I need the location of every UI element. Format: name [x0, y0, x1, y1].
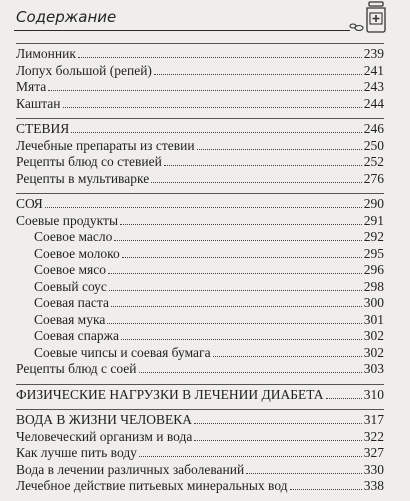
toc-entry-page: 322: [363, 428, 384, 444]
toc-entry-page: 301: [363, 311, 384, 327]
toc-entry[interactable]: [16, 138, 384, 155]
toc-entry-page: 239: [363, 46, 384, 61]
toc-entry-page: 246: [363, 121, 384, 136]
toc-entry-title: Соевые продукты: [16, 212, 119, 228]
toc-entry-page: 292: [363, 229, 384, 244]
toc-entry[interactable]: [16, 63, 384, 80]
toc-entry-page: 244: [363, 95, 384, 111]
toc-entry-title: Соевая спаржа: [34, 328, 119, 343]
page-header: [14, 0, 394, 33]
toc-entry-title: Лимонник: [16, 46, 76, 61]
toc-entry-title: Мята: [16, 79, 47, 94]
dot-leader: [121, 338, 362, 340]
toc-entry[interactable]: [16, 196, 384, 213]
toc-entry-title: Лечебные препараты из стевии: [16, 137, 195, 153]
toc-entry[interactable]: [16, 445, 384, 462]
toc-entry-page: 243: [363, 79, 384, 94]
toc-entry[interactable]: [16, 295, 384, 312]
dot-leader: [197, 148, 362, 150]
header-rule: [14, 30, 350, 31]
dot-leader: [246, 472, 362, 474]
toc-entry-title: Лечебное действие питьевых минеральных вод: [16, 478, 288, 493]
dot-leader: [78, 56, 362, 58]
dot-leader: [154, 73, 362, 75]
toc-entry-page: 250: [363, 137, 384, 153]
dot-leader: [120, 223, 362, 225]
page-title: Содержание: [16, 8, 117, 26]
toc-entry[interactable]: [16, 121, 384, 138]
toc-section: [16, 43, 384, 112]
toc-entry-page: 330: [363, 461, 384, 477]
dot-leader: [108, 272, 362, 274]
toc-entry-page: 303: [363, 361, 384, 376]
toc-entry-page: 252: [363, 154, 384, 169]
dot-leader: [111, 305, 362, 307]
toc-entry[interactable]: [16, 361, 384, 378]
toc-entry-page: 298: [363, 278, 384, 294]
toc-entry-page: 290: [363, 196, 384, 211]
toc-entry[interactable]: [16, 171, 384, 188]
dot-leader: [139, 455, 362, 457]
toc-entry[interactable]: [16, 213, 384, 230]
toc-entry-title: Соевый соус: [34, 278, 107, 294]
toc-entry-title: ФИЗИЧЕСКИЕ НАГРУЗКИ В ЛЕЧЕНИИ ДИАБЕТА: [16, 386, 324, 402]
toc-entry[interactable]: [16, 96, 384, 113]
toc-entry-title: Соевая паста: [34, 295, 109, 310]
toc-entry[interactable]: [16, 279, 384, 296]
toc-entry-page: 296: [363, 262, 384, 277]
dot-leader: [114, 239, 361, 241]
toc-section: [16, 384, 384, 404]
toc-entry-page: 317: [363, 412, 384, 427]
toc-entry-title: Рецепты блюд со стевией: [16, 154, 162, 169]
toc-entry[interactable]: [16, 262, 384, 279]
dot-leader: [164, 164, 362, 166]
toc-entry[interactable]: [16, 46, 384, 63]
toc-entry-title: Соевое мясо: [34, 262, 106, 277]
toc-entry[interactable]: [16, 412, 384, 429]
toc-entry-title: СОЯ: [16, 196, 43, 211]
toc-entry[interactable]: [16, 478, 384, 495]
toc-entry[interactable]: [16, 462, 384, 479]
toc-entry-title: Рецепты блюд с соей: [16, 361, 137, 376]
toc-section: [16, 409, 384, 495]
toc-entry[interactable]: [16, 429, 384, 446]
dot-leader: [45, 206, 362, 208]
dot-leader: [71, 131, 361, 133]
table-of-contents: [16, 43, 384, 501]
dot-leader: [290, 488, 362, 490]
toc-section: [16, 118, 384, 187]
medicine-bottle-icon: [349, 1, 395, 33]
toc-entry-title: СТЕВИЯ: [16, 121, 70, 136]
dot-leader: [326, 397, 362, 399]
dot-leader: [63, 106, 362, 108]
dot-leader: [213, 355, 362, 357]
toc-entry[interactable]: [16, 345, 384, 362]
dot-leader: [48, 89, 361, 91]
toc-section: [16, 193, 384, 378]
toc-entry-title: Соевые чипсы и соевая бумага: [34, 344, 211, 360]
toc-entry-page: 310: [363, 386, 384, 402]
dot-leader: [139, 371, 362, 373]
dot-leader: [194, 422, 362, 424]
toc-entry[interactable]: [16, 312, 384, 329]
dot-leader: [151, 181, 362, 183]
toc-entry-title: Соевое масло: [34, 229, 113, 244]
toc-entry-page: 300: [363, 295, 384, 310]
toc-entry-page: 338: [363, 478, 384, 493]
toc-entry-page: 302: [363, 328, 384, 343]
toc-entry[interactable]: [16, 229, 384, 246]
toc-entry[interactable]: [16, 387, 384, 404]
toc-entry-title: Соевое молоко: [34, 245, 120, 261]
toc-entry-title: Человеческий организм и вода: [16, 428, 193, 444]
dot-leader: [122, 256, 362, 258]
toc-entry[interactable]: [16, 79, 384, 96]
toc-entry-page: 302: [363, 344, 384, 360]
toc-entry-title: ВОДА В ЖИЗНИ ЧЕЛОВЕКА: [16, 412, 193, 427]
toc-entry[interactable]: [16, 154, 384, 171]
toc-entry-title: Соевая мука: [34, 311, 106, 327]
toc-entry-title: Каштан: [16, 95, 61, 111]
toc-entry-title: Вода в лечении различных заболеваний: [16, 461, 245, 477]
toc-entry-page: 241: [363, 62, 384, 78]
toc-entry-page: 295: [363, 245, 384, 261]
dot-leader: [109, 289, 362, 291]
toc-entry-title: Как лучше пить воду: [16, 445, 137, 460]
toc-entry-title: Лопух большой (репей): [16, 62, 152, 78]
toc-entry-title: Рецепты в мультиварке: [16, 170, 150, 186]
toc-entry-page: 291: [363, 212, 384, 228]
toc-entry[interactable]: [16, 246, 384, 263]
dot-leader: [194, 439, 361, 441]
toc-entry-page: 327: [363, 445, 384, 460]
toc-entry[interactable]: [16, 328, 384, 345]
toc-entry-page: 276: [363, 170, 384, 186]
dot-leader: [107, 322, 361, 324]
